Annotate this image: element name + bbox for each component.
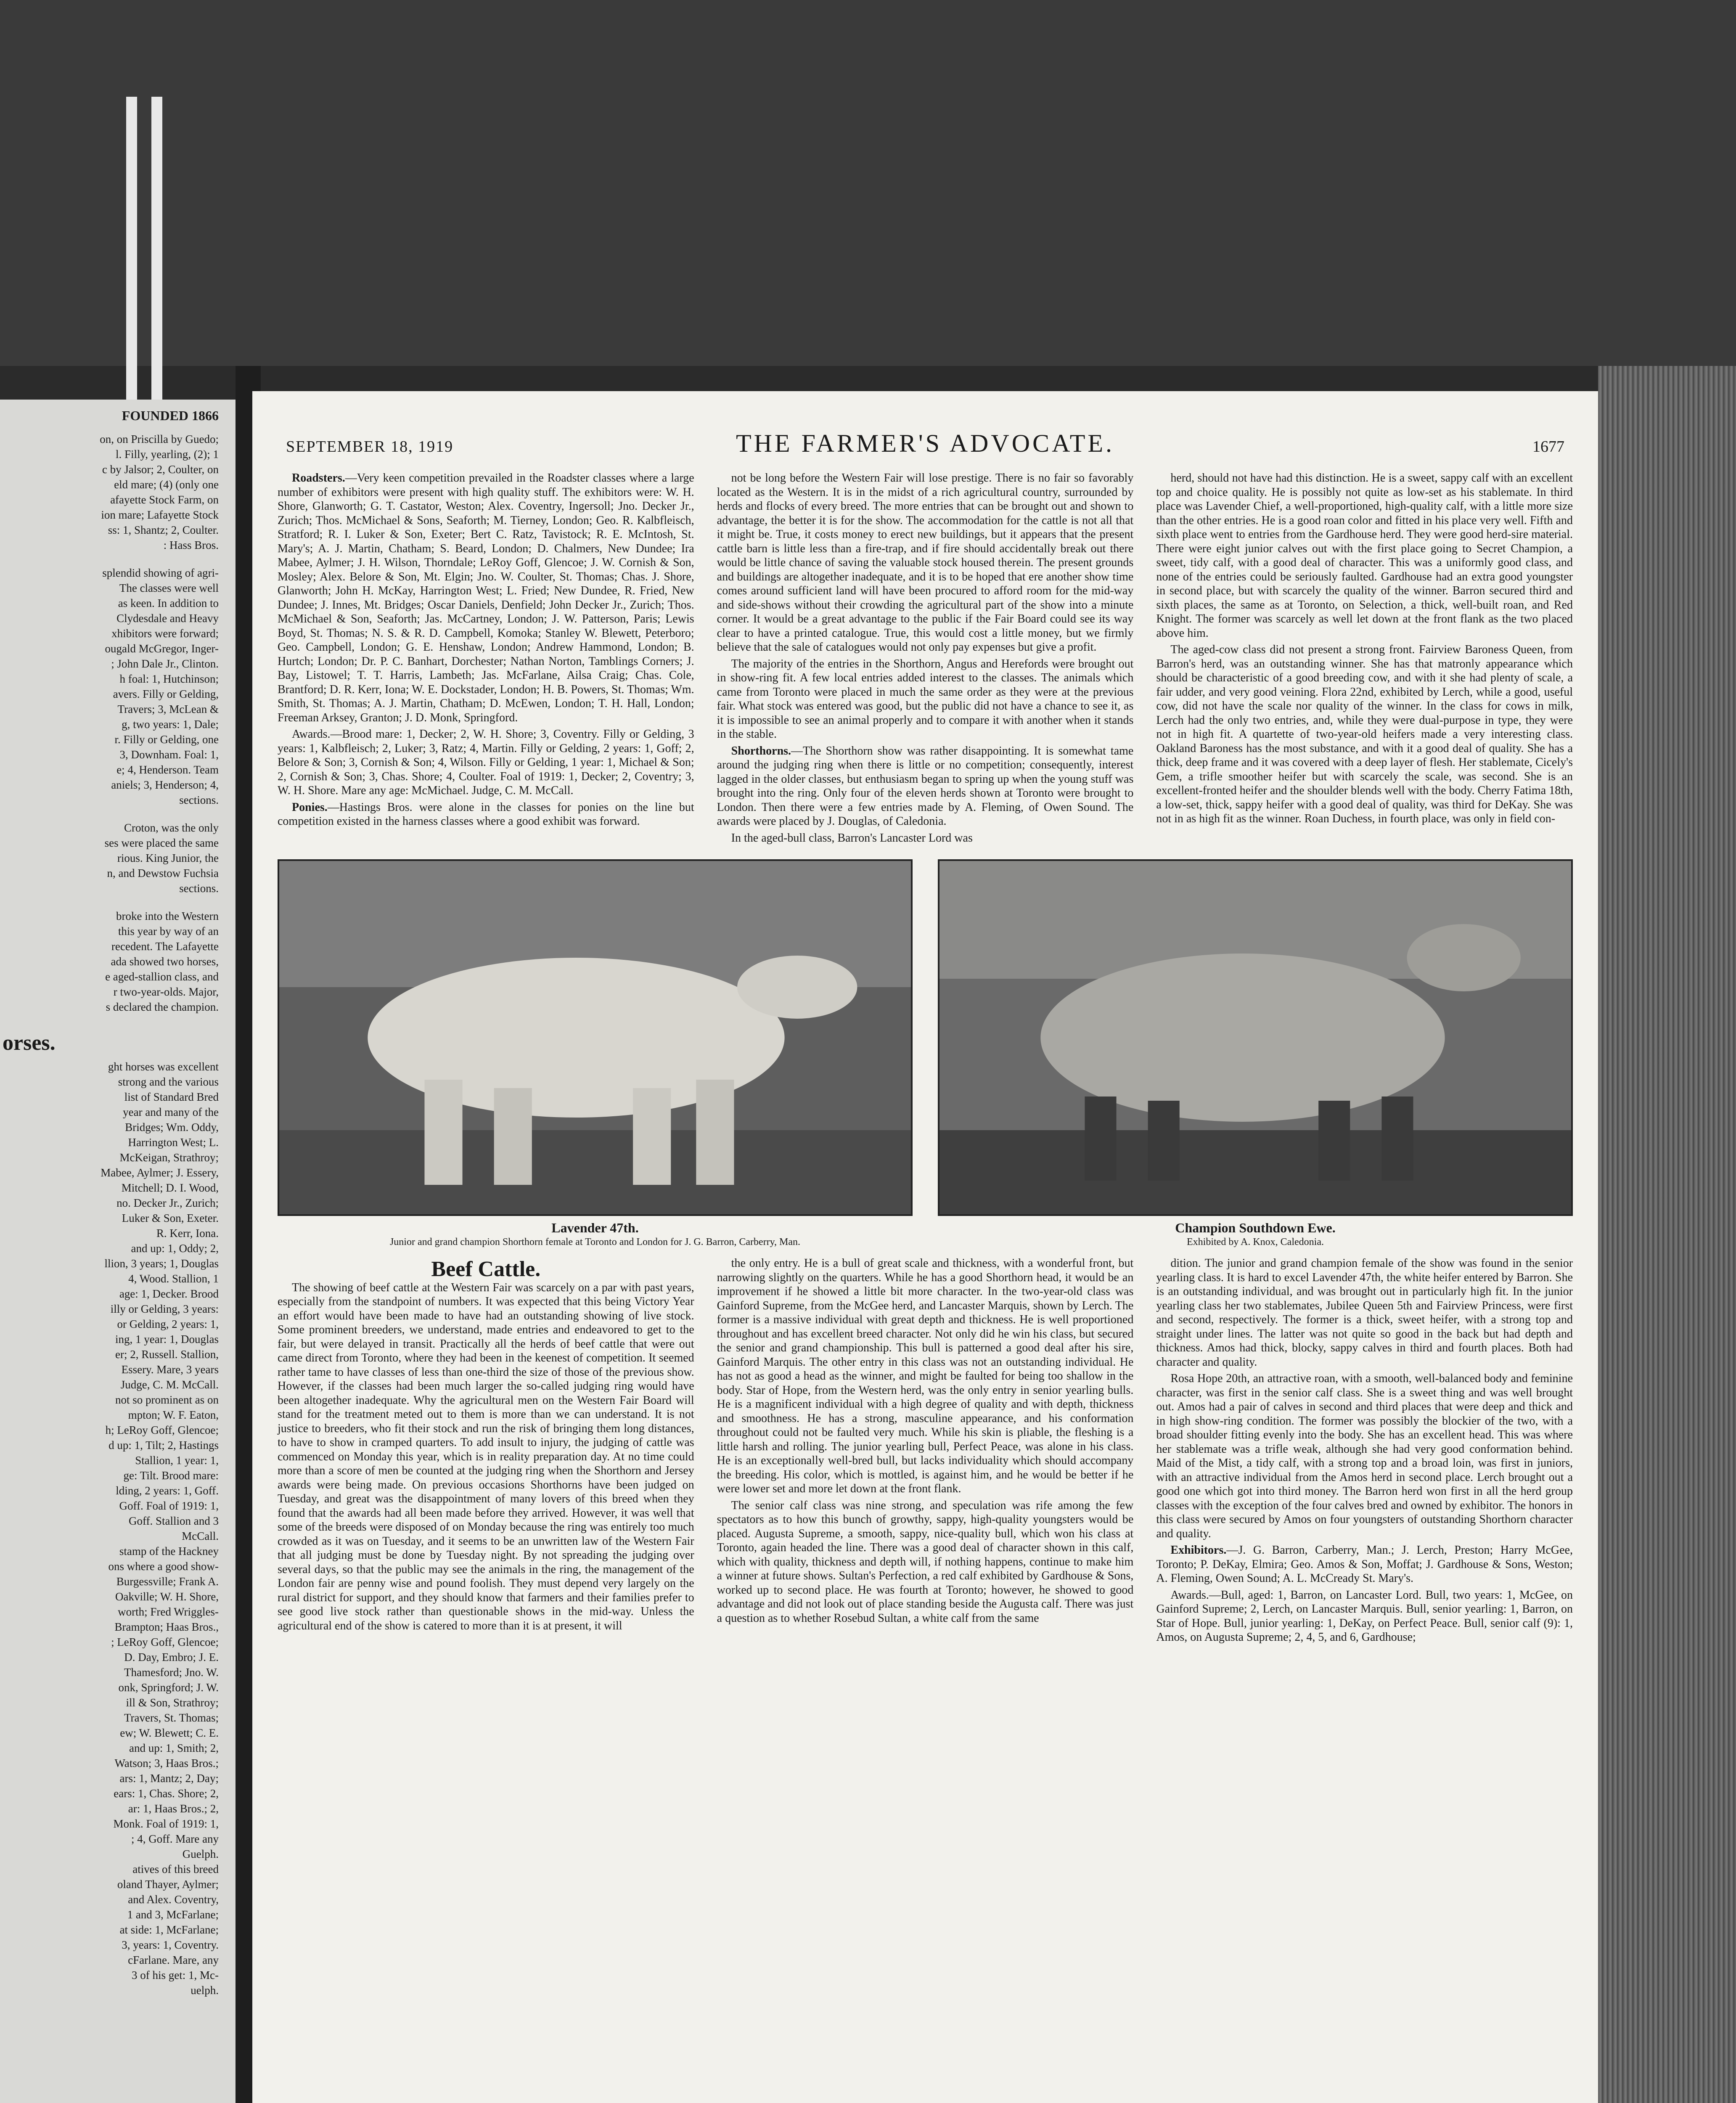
- adjacent-line: splendid showing of agri-: [102, 567, 219, 579]
- photo-row: [278, 859, 1573, 1248]
- paragraph-lead: Roadsters.: [292, 471, 345, 485]
- adjacent-page-fragment: [0, 400, 236, 2103]
- paragraph: [717, 471, 1134, 654]
- adjacent-line: on, on Priscilla by Guedo;: [100, 433, 219, 445]
- paragraph: [717, 744, 1134, 829]
- adjacent-line: onk, Springford; J. W.: [118, 1681, 219, 1694]
- section-heading: Beef Cattle.: [431, 1257, 541, 1281]
- adjacent-line: d up: 1, Tilt; 2, Hastings: [108, 1439, 219, 1451]
- adjacent-line: e aged-stallion class, and: [105, 970, 219, 983]
- adjacent-line: age: 1, Decker. Brood: [119, 1287, 219, 1300]
- paragraph-text: Awards.—Bull, aged: 1, Barron, on Lancaster Lord. Bull, two years: 1, McGee, on Gainford Supreme; 2, Lerch, on Lancaster Marquis. Bull, senior yearling: 1, Barron, on Star of Hope. Bull, junior yearling: 1, DeKay, on Perfect Peace. Bull, senior calf (9): 1, Amos, on Augusta Supreme; 2, 4, 5, and 6, Gardhouse;: [1156, 1588, 1573, 1644]
- adjacent-line: uelph.: [191, 1984, 219, 1997]
- adjacent-line: avers. Filly or Gelding,: [113, 688, 219, 700]
- adjacent-line: Monk. Foal of 1919: 1,: [113, 1817, 219, 1830]
- paragraph-text: —Hastings Bros. were alone in the classes for ponies on the line but competition existed in the harness classes where a good exhibit was forward.: [278, 800, 694, 828]
- paragraph-text: —Very keen competition prevailed in the Roadster classes where a large number of exhibitors were present with high quality stuff. The exhibitors were: W. H. Shore, Glanworth; G. T. Castator, Weston; Alex. Coventry, Ingersoll; Jno. Decker Jr., Zurich; Thos. McMichael & Sons, Seaforth; M. Tierney, London; Geo. R. Kalbfleisch, Stratford; R. I. Luker & Son, Exeter; Bert C. Ratz, Tavistock; R. E. McIntosh, St. Mary's; A. J. Martin, Chatham; S. Beard, London; D. Chalmers, New Dundee; Ira Mabee, Aylmer; J. H. Wilson, Thorndale; LeRoy Goff, Glencoe; J. W. Cornish & Son, Mosley; Alex. Belore & Son, Mt. Elgin; Jno. W. Coulter, St. Thomas; Chas. J. Shore, Glanworth; John H. McKay, Harrington West; L. Fried; New Dundee, R. Fried, New Dundee; J. Innes, Mt. Bridges; Oscar Daniels, Denfield; John Decker Jr., Zurich; Thos. McMichael & Son, Seaforth; Jas. McCartney, London; J. W. Patterson, Paris; Lewis Boyd, St. Thomas; N. S. & R. D. Campbell, Komoka; Stanley W. Blewett, Peterboro; Geo. Campbell, London; G. E. Henshaw, London; Andrew Hammond, London; B. Hurtch; London; Dr. P. C. Banhart, Dorchester; Nathan Norton, Tamblings Corners; J. Bay, Listowel; T. T. Harris, Lambeth; Jas. McFarlane, Ailsa Craig; Chas. Cole, Brantford; D. R. Kerr, Iona; W. E. Dockstader, London; H. B. Powers, St. Thomas; Wm. Smith, St. Thomas; A. J. Martin, Chatham; D. McEwen, London; T. H. Hall, London; Freeman Arksey, Granton; J. D. Monk, Springford.: [278, 471, 694, 724]
- lower-column-1-text: [278, 1281, 694, 1633]
- adjacent-line: mpton; W. F. Eaton,: [128, 1409, 219, 1421]
- photo-southdown: [938, 859, 1573, 1248]
- adjacent-line: and up: 1, Oddy; 2,: [131, 1242, 219, 1255]
- adjacent-line: R. Kerr, Iona.: [156, 1227, 219, 1240]
- adjacent-line: Stallion, 1 year: 1,: [135, 1454, 219, 1467]
- paragraph-lead: Shorthorns.: [731, 744, 791, 758]
- adjacent-line: h; LeRoy Goff, Glencoe;: [105, 1424, 219, 1436]
- adjacent-line: Harrington West; L.: [128, 1136, 219, 1149]
- paragraph-text: Awards.—Brood mare: 1, Decker; 2, W. H. Shore; 3, Coventry. Filly or Gelding, 3 years: 1, Kalbfleisch; 2, Luker; 3, Ratz; 4, Martin. Filly or Gelding, 2 years: 1, Goff; 2, Belore & Son; 3, Cornish & Son; 4, Wilson. Filly or Gelding, 1 year: 1, Michael & Son; 2, Cornish & Son; 3, Chas. Shore; 4, Coulter. Foal of 1919: 1, Decker; 2, Coventry; 3, W. H. Shore. Mare any age: McMichael. Judge, C. M. McCall.: [278, 728, 694, 797]
- adjacent-line: Travers, St. Thomas;: [124, 1711, 219, 1724]
- paragraph: [717, 1256, 1134, 1496]
- paragraph: [717, 831, 1134, 845]
- adjacent-line: McKeigan, Strathroy;: [119, 1151, 219, 1164]
- adjacent-lines-a: [3, 432, 236, 565]
- adjacent-line: Bridges; Wm. Oddy,: [125, 1121, 219, 1134]
- film-streak: [126, 97, 137, 416]
- paragraph-lead: Exhibitors.: [1170, 1544, 1227, 1557]
- upper-column-3: [1156, 471, 1573, 848]
- adjacent-line: ons where a good show-: [108, 1560, 219, 1573]
- paragraph-lead: Ponies.: [292, 800, 328, 814]
- paragraph-text: In the aged-bull class, Barron's Lancaster Lord was: [731, 831, 973, 845]
- paragraph-text: The majority of the entries in the Shorthorn, Angus and Herefords were brought out in show-ring fit. A few local entries added interest to the classes. The animals which came from Toronto were placed in much the same order as they were at the previous fair. What stock was entered was good, but the public did not have a chance to see it, as it is impossible to see an animal properly and to compare it with another when it stands in the stable.: [717, 657, 1134, 741]
- paragraph: [1156, 471, 1573, 640]
- adjacent-line: ing, 1 year: 1, Douglas: [115, 1333, 219, 1345]
- upper-column-2: [717, 471, 1134, 848]
- adjacent-line: as keen. In addition to: [118, 597, 219, 609]
- paragraph: [278, 1281, 694, 1633]
- adjacent-line: ses were placed the same: [104, 837, 219, 849]
- adjacent-section-head: orses.: [3, 1031, 56, 1055]
- issue-date: SEPTEMBER 18, 1919: [286, 438, 454, 456]
- adjacent-line: worth; Fred Wriggles-: [118, 1605, 219, 1618]
- upper-column-1: [278, 471, 694, 848]
- adjacent-line: sections.: [179, 882, 219, 895]
- paragraph: [278, 800, 694, 829]
- adjacent-line: 3, Downham. Foal: 1,: [119, 748, 219, 761]
- adjacent-line: no. Decker Jr., Zurich;: [116, 1197, 219, 1209]
- photo-caption: Exhibited by A. Knox, Caledonia.: [1187, 1237, 1324, 1247]
- adjacent-line: McCall.: [182, 1530, 219, 1542]
- adjacent-line: Essery. Mare, 3 years: [121, 1363, 219, 1376]
- adjacent-line: ge: Tilt. Brood mare:: [123, 1469, 219, 1482]
- adjacent-line: strong and the various: [118, 1075, 219, 1088]
- page-edges: [1598, 366, 1736, 2103]
- adjacent-line: this year by way of an: [118, 925, 219, 938]
- lower-column-2: [717, 1256, 1134, 1647]
- adjacent-line: ars: 1, Mantz; 2, Day;: [119, 1772, 219, 1785]
- adjacent-line: ew; W. Blewett; C. E.: [120, 1727, 219, 1739]
- adjacent-line: Goff. Stallion and 3: [129, 1515, 219, 1527]
- adjacent-line: ears: 1, Chas. Shore; 2,: [114, 1787, 219, 1800]
- adjacent-line: xhibitors were forward;: [111, 627, 219, 640]
- adjacent-line: ; 4, Goff. Mare any: [131, 1833, 219, 1845]
- adjacent-line: or Gelding, 2 years: 1,: [117, 1318, 219, 1330]
- adjacent-line: oland Thayer, Aylmer;: [117, 1878, 219, 1891]
- cow-photo: [278, 859, 913, 1216]
- paragraph: [278, 727, 694, 798]
- paragraph: [1156, 1372, 1573, 1541]
- adjacent-line: Watson; 3, Haas Bros.;: [114, 1757, 219, 1769]
- adjacent-line: 4, Wood. Stallion, 1: [128, 1272, 219, 1285]
- adjacent-line: Mabee, Aylmer; J. Essery,: [101, 1166, 219, 1179]
- adjacent-line: ; LeRoy Goff, Glencoe;: [111, 1636, 219, 1648]
- magazine-title: THE FARMER'S ADVOCATE.: [736, 429, 1115, 457]
- adjacent-line: Croton, was the only: [124, 821, 219, 834]
- paragraph-text: dition. The junior and grand champion female of the show was found in the senior yearling class. It is hard to excel Lavender 47th, the white heifer entered by Barron. She is an outstanding individual, and was brought out in particularly high fit. In the junior yearling class her two stablemates, Jubilee Queen 5th and Fairview Princess, were first and second, respectively. The former is a thick, sweet heifer, with a strong top and straight under lines. The latter was not quite so good in the back but had depth and thickness. Amos had thick, blocky, sappy calves in third and fourth places. Both had character and quality.: [1156, 1257, 1573, 1369]
- adjacent-line: e; 4, Henderson. Team: [116, 763, 219, 776]
- adjacent-line: Clydesdale and Heavy: [116, 612, 219, 625]
- adjacent-line: The classes were well: [119, 582, 219, 594]
- paragraph: [717, 1499, 1134, 1626]
- adjacent-line: D. Day, Embro; J. E.: [124, 1651, 219, 1663]
- adjacent-line: llion, 3 years; 1, Douglas: [104, 1257, 219, 1270]
- adjacent-lines-d: [3, 908, 236, 1027]
- adjacent-line: not so prominent as on: [115, 1393, 219, 1406]
- adjacent-line: Oakville; W. H. Shore,: [115, 1590, 219, 1603]
- adjacent-line: ; John Dale Jr., Clinton.: [111, 657, 219, 670]
- adjacent-line: eld mare; (4) (only one: [114, 478, 219, 491]
- adjacent-line: year and many of the: [123, 1106, 219, 1118]
- paragraph-text: The senior calf class was nine strong, and speculation was rife among the few spectators as to how this bunch of growthy, sappy, high-quality youngsters would be placed. Augusta Supreme, a smooth, sappy, nice-quality bull, which won his class at Toronto, again headed the line. There was a good deal of character shown in this calf, which with quality, thickness and depth will, if nothing happens, continue to make him a winner at future shows. Sultan's Perfection, a red calf exhibited by Gardhouse & Sons, worked up to second place. He was fourth at Toronto; however, he showed to good advantage and did not look out of place standing beside the Augusta calf. There was just a question as to whether Rosebud Sultan, a white calf from the same: [717, 1499, 1134, 1625]
- adjacent-lines-c: [3, 820, 236, 908]
- adjacent-line: Thamesford; Jno. W.: [124, 1666, 219, 1679]
- paragraph: [1156, 1256, 1573, 1369]
- paragraph-text: The aged-cow class did not present a strong front. Fairview Baroness Queen, from Barron's herd, was an outstanding winner. She has that matronly appearance which should be characteristic of a good breeding cow, and with it she had plenty of scale, a fair udder, and very good veining. Flora 22nd, exhibited by Lerch, while a good, useful cow, did not have the scale nor quality of the winner. In the class for cows in milk, Lerch had the only two entries, and, while they were dual-purpose in type, they were not in high fit. A quartette of two-year-old heifers made a very interesting class. Oakland Baroness has the most substance, and with it a good deal of quality. She has a thick, deep frame and it was covered with a deep layer of flesh. Her stablemate, Cicely's Gem, a trifle smoother heifer but with scarcely the scale, was second. She is an excellent-fronted heifer and the shoulder blends well with the body. Cherry Fatima 18th, a low-set, thick, sappy heifer with a good deal of quality, was third for DeKay. She was not in as high fit as the winner. Roan Duchess, in fourth place, was only in field con-: [1156, 643, 1573, 825]
- photo-title: Lavender 47th.: [551, 1220, 639, 1235]
- adjacent-line: lding, 2 years: 1, Goff.: [116, 1484, 219, 1497]
- photo-lavender: [278, 859, 913, 1248]
- paragraph: [1156, 1588, 1573, 1645]
- magazine-page: [252, 391, 1598, 2103]
- adjacent-line: sections.: [179, 794, 219, 806]
- paragraph: [1156, 1543, 1573, 1586]
- adjacent-line: ght horses was excellent: [108, 1060, 219, 1073]
- adjacent-line: illy or Gelding, 3 years:: [110, 1303, 219, 1315]
- paragraph-text: herd, should not have had this distinction. He is a sweet, sappy calf with an excellent top and choice quality. He is possibly not quite as low-set as his stablemate. In third place was Lavender Chief, a well-proportioned, high-quality calf, with a little more size than the other entries. He is a good roan color and fitted in his place very well. Fifth and sixth place went to entries from the Gardhouse herd. They were good herd-sire material. There were eight junior calves out with the first place going to Secret Champion, a sweet, tidy calf, with a good deal of character. This was a uniformly good class, and none of the entries could be seriously faulted. Gardhouse had an extra good youngster in second place, but with scarcely the quality of the winner. Barron secured third and sixth places, the same as at Toronto, on Selection, a thick, well-built roan, and Red Knight. The former was scarcely as well let down at the front flank as the two placed above him.: [1156, 471, 1573, 640]
- adjacent-line: Guelph.: [182, 1848, 219, 1860]
- adjacent-line: and Alex. Coventry,: [128, 1893, 219, 1906]
- paragraph: [1156, 643, 1573, 826]
- paragraph: [717, 657, 1134, 742]
- adjacent-line: l. Filly, yearling, (2); 1: [116, 448, 219, 461]
- paragraph-text: The showing of beef cattle at the Western Fair was scarcely on a par with past years, especially from the standpoint of numbers. It was expected that this being Victory Year an effort would have been made to have had an outstanding showing of live stock. Some prominent breeders, we understand, made entries and endeavored to get to the fair, but were delayed in transit. Practically all the herds of beef cattle that were out came direct from Toronto, where they had been in the keenest of competition. It seemed rather tame to have classes of less than one-third the size of those of the previous show. However, if the classes had been much larger the so-called judging ring would have been altogether inadequate. Why the agricultural men on the Western Fair Board will stand for the treatment meted out to them is more than we can understand. It is not justice to breeders, who fit their stock and run the risk of bringing them long distances, to have to show in cramped quarters. To add insult to injury, the judging of cattle was commenced on Monday this year, which is in reality preparation day. At no time could more than a score of men be counted at the judging ring when the Shorthorn and Jersey awards were being made. On previous occasions Shorthorns have been judged on Tuesday, and great was the disappointment of many lovers of this breed when they found that the awards had all been made before they arrived. However, it was well that some of the breeds were disposed of on Monday because the ring was entirely too much crowded as it was on Tuesday, and it seems to be an unwritten law of the Western Fair that all judging must be done by Tuesday night. By not spreading the judging over several days, so that the public may see the animals in the ring, the management of the London fair are penny wise and pound foolish. They must depend very largely on the rural district for support, and they should know that farmers and their families prefer to see good live stock rather than questionable shows in the mid-way. Unless the agricultural end of the show is catered to more than it is at present, it will: [278, 1281, 694, 1632]
- adjacent-line: s declared the champion.: [106, 1001, 219, 1013]
- adjacent-line: ill & Son, Strathroy;: [126, 1696, 219, 1709]
- adjacent-line: recedent. The Lafayette: [111, 940, 219, 953]
- page-number: 1677: [1532, 438, 1564, 456]
- adjacent-line: and up: 1, Smith; 2,: [129, 1742, 219, 1754]
- running-head: [278, 429, 1573, 463]
- adjacent-line: atives of this breed: [132, 1863, 219, 1875]
- adjacent-line: n, and Dewstow Fuchsia: [107, 867, 219, 879]
- ewe-photo: [938, 859, 1573, 1216]
- adjacent-line: 3 of his get: 1, Mc-: [132, 1969, 219, 1981]
- adjacent-line: 3, years: 1, Coventry.: [122, 1939, 219, 1951]
- adjacent-line: r. Filly or Gelding, one: [114, 733, 219, 746]
- adjacent-line: afayette Stock Farm, on: [110, 493, 219, 506]
- adjacent-lines-e: [3, 1059, 236, 2010]
- adjacent-line: Luker & Son, Exeter.: [122, 1212, 219, 1224]
- adjacent-lines-b: [3, 565, 236, 820]
- paragraph-text: not be long before the Western Fair will lose prestige. There is no fair so favorably located as the Western. It is in the midst of a rich agricultural country, surrounded by herds and flocks of every breed. The more entries that can be brought out and shown to advantage, the better it is for the show. The accommodation for the cattle is not all that it might be. True, it costs money to erect new buildings, but it appears that the present cattle barn is little less than a fire-trap, and if fire should accidentally break out there would be little chance of saving the valuable stock housed therein. The present grounds and buildings are altogether inadequate, and it is to be hoped that ere another show time comes around sufficient land will have been procured to afford room for the mid-way and side-shows without their crowding the agricultural part of the show into a minute corner. It would be a great advantage to the public if the Fair Board could see its way clear to have a printed catalogue. True, this would cost a little money, but we firmly believe that the sale of catalogues would not only pay expenses but give a profit.: [717, 471, 1134, 654]
- cow-illustration: [279, 861, 911, 1214]
- adjacent-line: ougald McGregor, Inger-: [105, 642, 219, 655]
- adjacent-line: ar: 1, Haas Bros.; 2,: [128, 1802, 219, 1815]
- adjacent-line: Burgessville; Frank A.: [116, 1575, 219, 1588]
- adjacent-line: at side: 1, McFarlane;: [119, 1923, 219, 1936]
- adjacent-line: Mitchell; D. I. Wood,: [121, 1181, 219, 1194]
- lower-columns: [278, 1256, 1573, 1647]
- adjacent-line: Brampton; Haas Bros.,: [114, 1621, 219, 1633]
- paragraph-text: the only entry. He is a bull of great scale and thickness, with a wonderful front, but narrowing slightly on the quarters. While he has a good Shorthorn head, it would be an improvement if he showed a little bit more character. In the two-year-old class was Gainford Supreme, from the McGee herd, and Lancaster Marquis, shown by Lerch. The former is a massive individual with great depth and thickness. He is well proportioned throughout and has excellent breed character. Not only did he win his class, but secured the senior and grand championship. This bull is patterned a good deal after his sire, Gainford Marquis. The other entry in this class was not an outstanding individual. He has not as good a head as the winner, and might be faulted for being too shallow in the body. Star of Hope, from the Western herd, was the only entry in senior yearling bulls. He is a magnificent individual with a high degree of quality and with depth, thickness and smoothness. He has a strong, masculine appearance, and his conformation throughout could not be faulted very much. While his skin is pliable, the fleshing is a little harsh and rolling. The junior yearling bull, Perfect Peace, was alone in his class. He is an exceptionally well-bred bull, but lacks individuality which should accompany the breeding. His color, which is mottled, is against him, and he would be better if he were lower set and more let down at the front flank.: [717, 1257, 1134, 1495]
- adjacent-line: ss: 1, Shantz; 2, Coulter.: [108, 524, 219, 536]
- adjacent-line: h foal: 1, Hutchinson;: [119, 673, 219, 685]
- upper-columns: [278, 471, 1573, 848]
- adjacent-line: ada showed two horses,: [111, 955, 219, 968]
- adjacent-line: rious. King Junior, the: [117, 852, 219, 864]
- lower-column-3: [1156, 1256, 1573, 1647]
- paragraph-text: —J. G. Barron, Carberry, Man.; J. Lerch, Preston; Harry McGee, Toronto; P. DeKay, Elmira; Geo. Amos & Son, Moffat; J. Gardhouse & Sons, Weston; A. Fleming, Owen Sound; A. L. McCready St. Mary's.: [1156, 1544, 1573, 1585]
- adjacent-line: : Hass Bros.: [163, 539, 219, 551]
- adjacent-line: cFarlane. Mare, any: [128, 1954, 219, 1966]
- film-streak: [151, 97, 162, 416]
- paragraph: [278, 471, 694, 725]
- adjacent-line: Travers; 3, McLean &: [117, 703, 219, 715]
- adjacent-line: list of Standard Bred: [124, 1091, 219, 1103]
- lower-column-1: [278, 1256, 694, 1647]
- photo-title: Champion Southdown Ewe.: [1175, 1220, 1336, 1235]
- adjacent-line: 1 and 3, McFarlane;: [127, 1908, 219, 1921]
- adjacent-line: Goff. Foal of 1919: 1,: [119, 1499, 219, 1512]
- adjacent-founded: FOUNDED 1866: [122, 408, 219, 423]
- paragraph-text: Rosa Hope 20th, an attractive roan, with a smooth, well-balanced body and feminine character, was first in the senior calf class. She is a sweet thing and was well brought out. Amos had a pair of calves in second and third places that were deep and thick and in high show-ring condition. The former was possibly the blockier of the two, with a broad shoulder fitting evenly into the body. She has an excellent head. This was where her stablemate was a trifle weak, although she had very good conformation behind. Maid of the Mist, a tidy calf, with a strong top and a broad loin, was first in juniors, with an attractive individual from the Amos herd in second place. Lerch brought out a good one which got into third money. The Barron herd won first in all the herd group classes with the exception of the four calves bred and owned by exhibitor. The honors in this class were secured by Amos on four youngsters of outstanding Shorthorn character and quality.: [1156, 1372, 1573, 1540]
- adjacent-line: Judge, C. M. McCall.: [120, 1378, 219, 1391]
- adjacent-line: broke into the Western: [116, 910, 219, 922]
- adjacent-line: ion mare; Lafayette Stock: [101, 509, 219, 521]
- adjacent-line: g, two years: 1, Dale;: [122, 718, 219, 731]
- adjacent-line: stamp of the Hackney: [119, 1545, 219, 1557]
- microfilm-border: [0, 0, 1736, 366]
- adjacent-line: er; 2, Russell. Stallion,: [115, 1348, 219, 1361]
- adjacent-line: c by Jalsor; 2, Coulter, on: [102, 463, 219, 476]
- adjacent-line: aniels; 3, Henderson; 4,: [111, 779, 219, 791]
- paragraph-text: —The Shorthorn show was rather disappointing. It is somewhat tame around the judging ring when there is little or no competition; consequently, interest lagged in the older classes, but enthusiasm began to spring up when the young stuff was brought into the ring. Only four of the eleven herds shown at Toronto were brought to London. Then there were a few entries made by A. Fleming, of Owen Sound. The awards were placed by J. Douglas, of Caledonia.: [717, 744, 1134, 828]
- ewe-illustration: [939, 861, 1571, 1214]
- photo-caption: Junior and grand champion Shorthorn female at Toronto and London for J. G. Barron, Carberry, Man.: [389, 1237, 801, 1247]
- adjacent-line: r two-year-olds. Major,: [113, 985, 219, 998]
